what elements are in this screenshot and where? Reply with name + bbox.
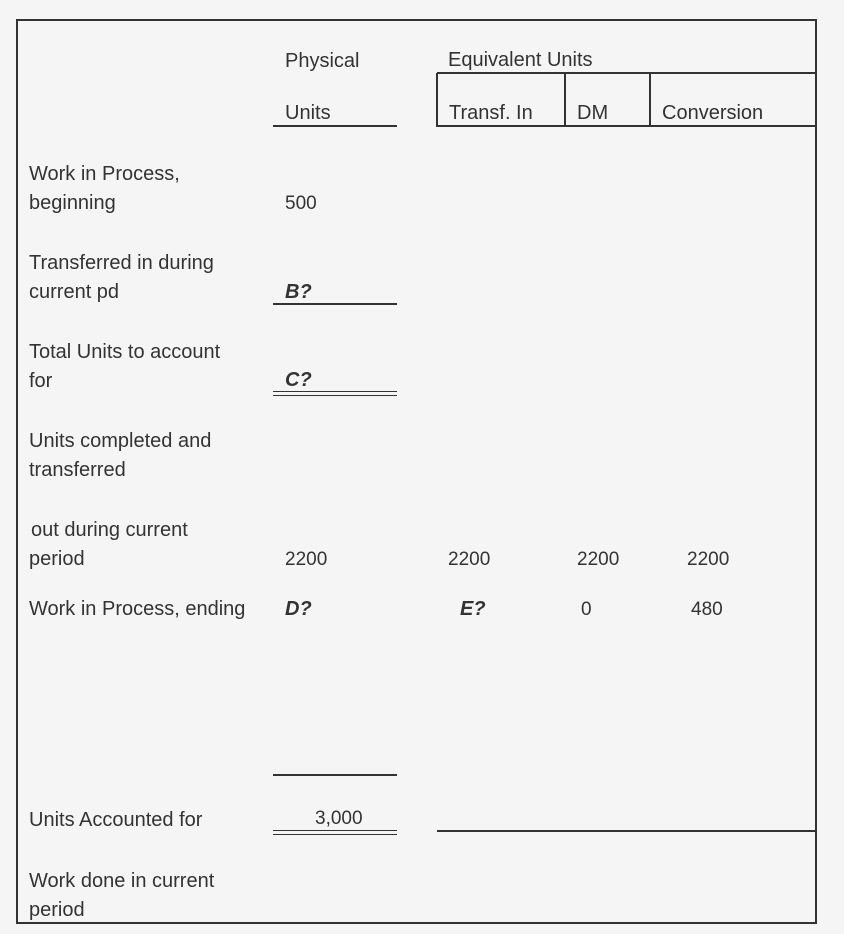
row-total-units-label-1: Total Units to account [29,341,221,363]
row-work-done-label-1: Work done in current [29,870,215,892]
header-equivalent-units: Equivalent Units [448,49,593,71]
row-units-completed-label-2: transferred [29,459,126,481]
table-frame-bottom [16,922,817,924]
row-work-done-label-2: period [29,899,85,921]
row-wip-ending-dm: 0 [581,599,592,620]
header-conversion: Conversion [662,102,764,124]
equivalent-units-bottom-rule [437,125,815,127]
row-wip-beginning-label-2: beginning [29,192,116,214]
table-frame [16,19,817,924]
row-units-completed-dm: 2200 [577,549,620,570]
row-transferred-in-label-2: current pd [29,281,120,303]
row-units-completed-label-4: period [29,548,85,570]
header-dm: DM [577,102,609,124]
row-transferred-in-label-1: Transferred in during [29,252,214,274]
header-units: Units [285,102,331,124]
header-physical: Physical [285,50,360,72]
row-units-completed-transf-in: 2200 [448,549,491,570]
subtotal-underline [273,774,397,776]
header-transf-in: Transf. In [449,102,533,124]
col-divider-dm [564,73,566,127]
row-units-completed-label-1: Units completed and [29,430,212,452]
row-units-completed-physical: 2200 [285,549,328,570]
row-transferred-in-physical: B? [285,281,312,303]
transferred-in-underline [273,303,397,305]
col-divider-transf [436,73,438,127]
equivalent-units-top-rule [437,72,815,74]
row-wip-beginning-physical: 500 [285,193,317,214]
header-physical-underline [273,125,397,127]
row-wip-beginning-label-1: Work in Process, [29,163,180,185]
row-wip-ending-physical: D? [285,598,312,620]
row-wip-ending-transf-in: E? [460,598,486,620]
row-wip-ending-label: Work in Process, ending [29,598,246,620]
row-units-accounted-physical: 3,000 [315,808,363,829]
row-wip-ending-conversion: 480 [691,599,723,620]
row-units-completed-label-3: out during current [31,519,188,541]
row-total-units-physical: C? [285,369,312,391]
row-total-units-label-2: for [29,370,53,392]
units-accounted-double-underline [273,830,397,835]
row-units-accounted-label: Units Accounted for [29,809,203,831]
row-units-completed-conversion: 2200 [687,549,730,570]
total-units-double-underline [273,391,397,396]
col-divider-conversion [649,73,651,127]
equivalent-units-total-rule [437,830,815,832]
